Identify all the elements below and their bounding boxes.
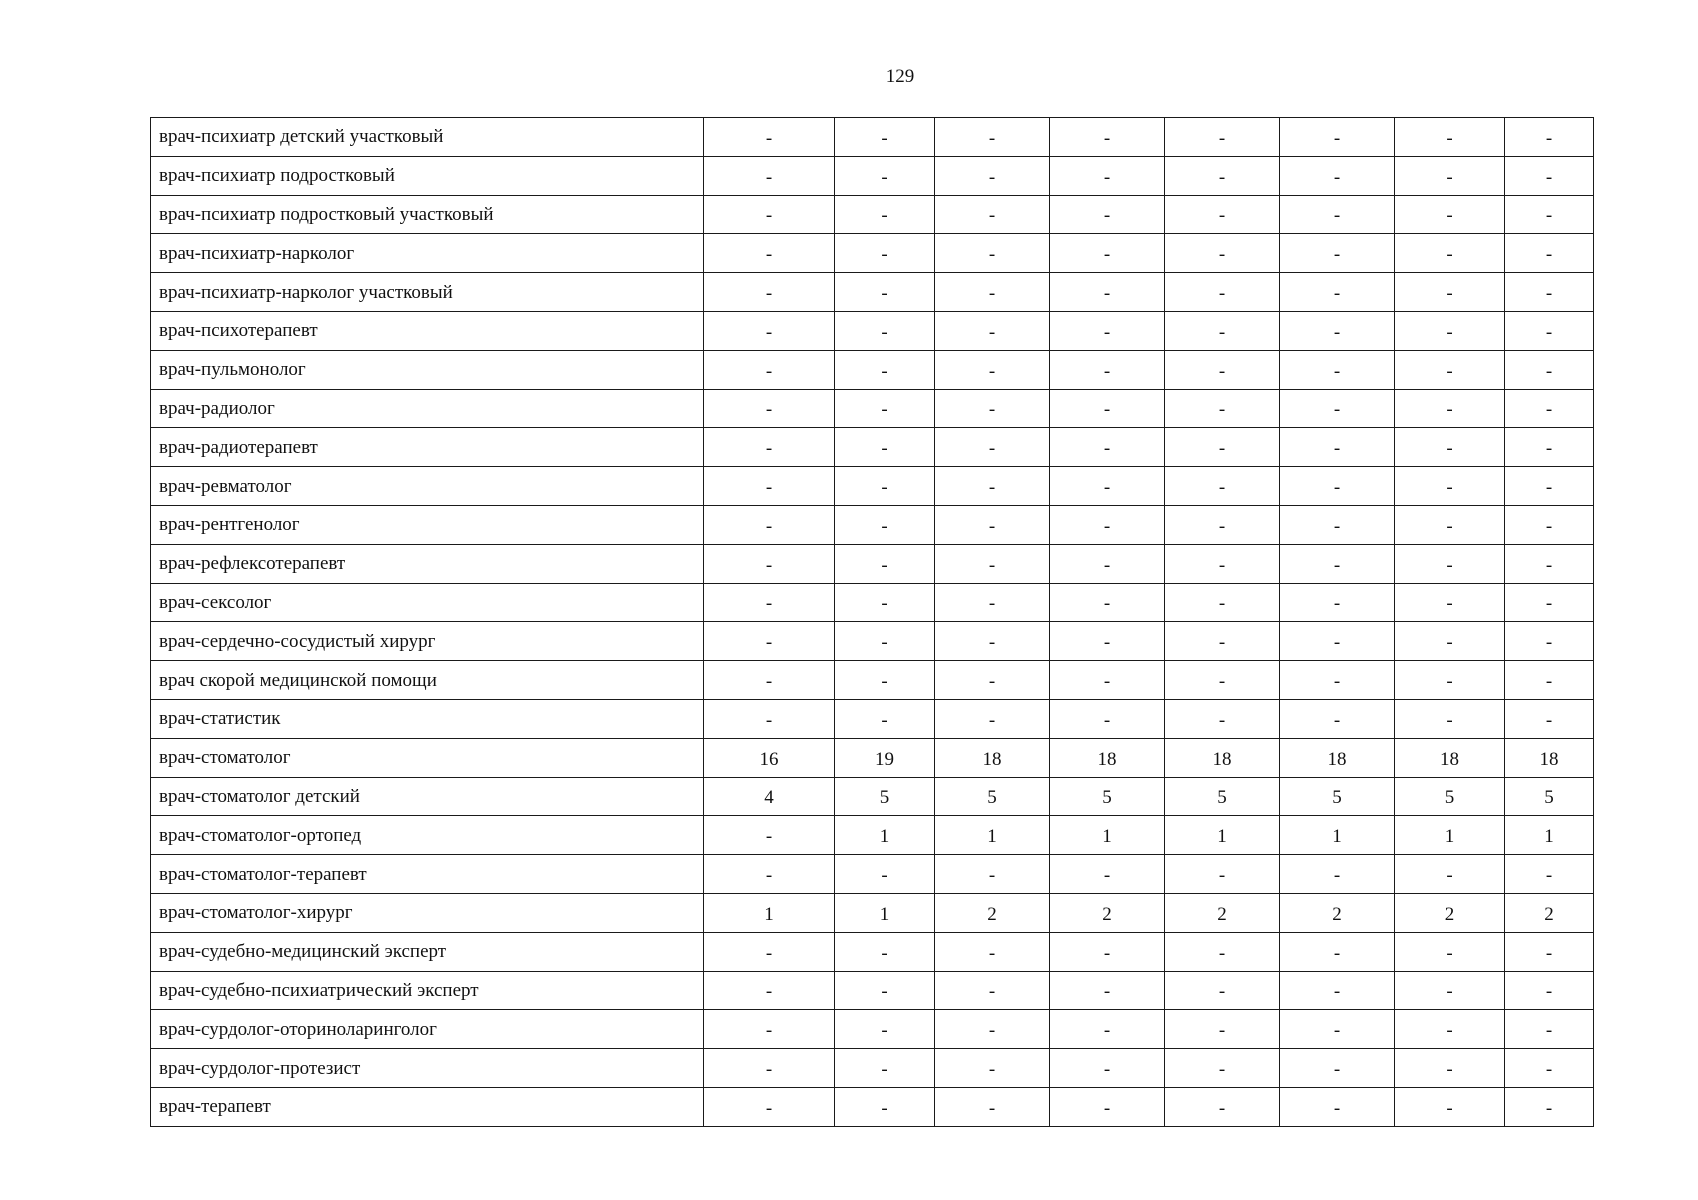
value-cell: - [1165, 855, 1280, 894]
value-cell: - [1050, 622, 1165, 661]
value-cell: - [1280, 428, 1395, 467]
position-name-cell: врач-сурдолог-оториноларинголог [151, 1010, 704, 1049]
value-cell: - [1280, 699, 1395, 738]
value-cell: - [1165, 1087, 1280, 1126]
position-name-cell: врач скорой медицинской помощи [151, 661, 704, 700]
value-cell: - [1395, 156, 1505, 195]
value-cell: 2 [935, 893, 1050, 932]
table-body [151, 118, 1594, 1127]
value-cell: - [1280, 1049, 1395, 1088]
value-cell: - [1165, 273, 1280, 312]
value-cell: - [1395, 389, 1505, 428]
value-cell: - [935, 467, 1050, 506]
value-cell: - [935, 855, 1050, 894]
value-cell: - [835, 661, 935, 700]
value-cell: - [1165, 971, 1280, 1010]
value-cell: - [1165, 311, 1280, 350]
value-cell: - [935, 1010, 1050, 1049]
position-name-cell: врач-ревматолог [151, 467, 704, 506]
value-cell: - [1050, 1010, 1165, 1049]
value-cell: - [935, 505, 1050, 544]
value-cell: - [1395, 1049, 1505, 1088]
table-row [151, 1049, 1594, 1088]
value-cell: - [1165, 350, 1280, 389]
value-cell: - [1280, 350, 1395, 389]
table-row [151, 855, 1594, 894]
value-cell: - [1280, 311, 1395, 350]
value-cell: - [1505, 273, 1594, 312]
value-cell: - [1050, 118, 1165, 157]
table-row [151, 544, 1594, 583]
value-cell: - [1395, 971, 1505, 1010]
value-cell: - [704, 699, 835, 738]
value-cell: - [835, 583, 935, 622]
position-name-cell: врач-рентгенолог [151, 505, 704, 544]
value-cell: - [1280, 544, 1395, 583]
value-cell: 4 [704, 777, 835, 816]
value-cell: - [935, 661, 1050, 700]
value-cell: - [1395, 350, 1505, 389]
value-cell: - [1505, 389, 1594, 428]
table-row [151, 428, 1594, 467]
value-cell: - [1395, 234, 1505, 273]
value-cell: - [1395, 1087, 1505, 1126]
value-cell: - [1280, 932, 1395, 971]
position-name-cell: врач-психиатр детский участковый [151, 118, 704, 157]
value-cell: - [704, 583, 835, 622]
value-cell: - [1050, 1087, 1165, 1126]
table-row [151, 738, 1594, 777]
value-cell: - [1280, 583, 1395, 622]
page-number: 129 [885, 66, 915, 87]
value-cell: - [935, 156, 1050, 195]
value-cell: - [935, 699, 1050, 738]
value-cell: 5 [1280, 777, 1395, 816]
value-cell: 5 [1505, 777, 1594, 816]
value-cell: - [1165, 544, 1280, 583]
value-cell: - [1050, 583, 1165, 622]
table-row [151, 505, 1594, 544]
value-cell: - [1395, 622, 1505, 661]
value-cell: - [1395, 583, 1505, 622]
value-cell: - [935, 583, 1050, 622]
table-row [151, 816, 1594, 855]
value-cell: - [704, 428, 835, 467]
value-cell: - [1505, 350, 1594, 389]
value-cell: - [1395, 932, 1505, 971]
table-row [151, 156, 1594, 195]
value-cell: - [1505, 1087, 1594, 1126]
value-cell: - [704, 1010, 835, 1049]
value-cell: - [704, 389, 835, 428]
value-cell: - [1165, 1010, 1280, 1049]
staff-table [150, 117, 1594, 1127]
value-cell: - [704, 1049, 835, 1088]
value-cell: - [835, 971, 935, 1010]
value-cell: - [1165, 467, 1280, 506]
value-cell: - [1165, 234, 1280, 273]
table-row [151, 971, 1594, 1010]
value-cell: - [835, 389, 935, 428]
value-cell: - [704, 273, 835, 312]
position-name-cell: врач-психиатр-нарколог участковый [151, 273, 704, 312]
value-cell: - [935, 350, 1050, 389]
value-cell: - [1050, 855, 1165, 894]
position-name-cell: врач-статистик [151, 699, 704, 738]
value-cell: - [935, 1049, 1050, 1088]
value-cell: - [1050, 467, 1165, 506]
position-name-cell: врач-радиолог [151, 389, 704, 428]
position-name-cell: врач-стоматолог-терапевт [151, 855, 704, 894]
value-cell: - [1395, 428, 1505, 467]
value-cell: - [1050, 350, 1165, 389]
value-cell: 1 [1280, 816, 1395, 855]
value-cell: - [704, 350, 835, 389]
value-cell: - [1395, 467, 1505, 506]
value-cell: 5 [1165, 777, 1280, 816]
value-cell: - [1505, 583, 1594, 622]
value-cell: - [835, 1087, 935, 1126]
table-row [151, 350, 1594, 389]
position-name-cell: врач-психиатр подростковый участковый [151, 195, 704, 234]
position-name-cell: врач-стоматолог-ортопед [151, 816, 704, 855]
value-cell: - [704, 118, 835, 157]
value-cell: 18 [1395, 738, 1505, 777]
value-cell: - [1395, 118, 1505, 157]
value-cell: 19 [835, 738, 935, 777]
value-cell: 1 [1165, 816, 1280, 855]
value-cell: - [835, 195, 935, 234]
value-cell: 1 [935, 816, 1050, 855]
value-cell: - [1505, 855, 1594, 894]
position-name-cell: врач-психотерапевт [151, 311, 704, 350]
value-cell: - [835, 311, 935, 350]
value-cell: 2 [1395, 893, 1505, 932]
position-name-cell: врач-судебно-психиатрический эксперт [151, 971, 704, 1010]
value-cell: - [704, 971, 835, 1010]
value-cell: 2 [1050, 893, 1165, 932]
value-cell: - [1165, 622, 1280, 661]
value-cell: - [704, 234, 835, 273]
table-row [151, 389, 1594, 428]
table-row [151, 932, 1594, 971]
table-row [151, 583, 1594, 622]
position-name-cell: врач-психиатр подростковый [151, 156, 704, 195]
value-cell: - [835, 855, 935, 894]
value-cell: - [1280, 234, 1395, 273]
value-cell: - [704, 467, 835, 506]
value-cell: - [1395, 544, 1505, 583]
value-cell: 18 [1165, 738, 1280, 777]
value-cell: - [1505, 505, 1594, 544]
value-cell: - [935, 544, 1050, 583]
value-cell: - [1165, 661, 1280, 700]
value-cell: - [1165, 699, 1280, 738]
value-cell: 1 [1505, 816, 1594, 855]
value-cell: - [935, 932, 1050, 971]
value-cell: - [835, 544, 935, 583]
table-row [151, 699, 1594, 738]
value-cell: - [835, 699, 935, 738]
value-cell: - [1280, 273, 1395, 312]
value-cell: - [835, 156, 935, 195]
table-row [151, 273, 1594, 312]
value-cell: 1 [704, 893, 835, 932]
value-cell: - [935, 1087, 1050, 1126]
value-cell: - [1050, 156, 1165, 195]
value-cell: - [1505, 971, 1594, 1010]
value-cell: - [704, 544, 835, 583]
position-name-cell: врач-сурдолог-протезист [151, 1049, 704, 1088]
table-row [151, 234, 1594, 273]
value-cell: - [704, 816, 835, 855]
value-cell: - [935, 118, 1050, 157]
value-cell: - [1050, 234, 1165, 273]
value-cell: - [1165, 118, 1280, 157]
value-cell: - [1280, 505, 1395, 544]
position-name-cell: врач-терапевт [151, 1087, 704, 1126]
value-cell: - [1050, 311, 1165, 350]
value-cell: - [1505, 195, 1594, 234]
value-cell: - [704, 195, 835, 234]
position-name-cell: врач-рефлексотерапевт [151, 544, 704, 583]
value-cell: - [1280, 855, 1395, 894]
value-cell: - [1505, 118, 1594, 157]
value-cell: - [1505, 467, 1594, 506]
value-cell: - [1050, 932, 1165, 971]
value-cell: - [1505, 1049, 1594, 1088]
position-name-cell: врач-судебно-медицинский эксперт [151, 932, 704, 971]
table-row [151, 622, 1594, 661]
table-row [151, 777, 1594, 816]
value-cell: - [704, 156, 835, 195]
value-cell: 5 [835, 777, 935, 816]
value-cell: - [1280, 1010, 1395, 1049]
value-cell: - [1505, 1010, 1594, 1049]
value-cell: 1 [1050, 816, 1165, 855]
table-row [151, 893, 1594, 932]
value-cell: - [1165, 156, 1280, 195]
value-cell: - [1505, 311, 1594, 350]
value-cell: 18 [1050, 738, 1165, 777]
value-cell: - [1165, 1049, 1280, 1088]
value-cell: - [704, 311, 835, 350]
value-cell: - [1395, 661, 1505, 700]
value-cell: 5 [1050, 777, 1165, 816]
value-cell: - [1395, 195, 1505, 234]
value-cell: 18 [1505, 738, 1594, 777]
value-cell: - [704, 661, 835, 700]
value-cell: - [935, 234, 1050, 273]
value-cell: - [1050, 505, 1165, 544]
table-row [151, 311, 1594, 350]
value-cell: - [1280, 661, 1395, 700]
value-cell: - [835, 428, 935, 467]
value-cell: - [1280, 195, 1395, 234]
value-cell: - [704, 932, 835, 971]
table-row [151, 195, 1594, 234]
value-cell: - [1165, 583, 1280, 622]
position-name-cell: врач-стоматолог детский [151, 777, 704, 816]
value-cell: 1 [835, 893, 935, 932]
value-cell: 18 [1280, 738, 1395, 777]
value-cell: - [835, 932, 935, 971]
table-row [151, 1087, 1594, 1126]
value-cell: - [935, 311, 1050, 350]
table-row [151, 661, 1594, 700]
position-name-cell: врач-психиатр-нарколог [151, 234, 704, 273]
position-name-cell: врач-сексолог [151, 583, 704, 622]
value-cell: - [1395, 699, 1505, 738]
value-cell: - [1395, 1010, 1505, 1049]
value-cell: - [1395, 855, 1505, 894]
value-cell: - [835, 118, 935, 157]
value-cell: - [1280, 156, 1395, 195]
value-cell: - [704, 1087, 835, 1126]
value-cell: - [1050, 1049, 1165, 1088]
value-cell: - [1505, 156, 1594, 195]
value-cell: 1 [1395, 816, 1505, 855]
value-cell: - [935, 273, 1050, 312]
value-cell: - [1165, 932, 1280, 971]
table-row [151, 118, 1594, 157]
value-cell: - [1050, 699, 1165, 738]
value-cell: - [704, 622, 835, 661]
value-cell: - [835, 467, 935, 506]
position-name-cell: врач-стоматолог-хирург [151, 893, 704, 932]
value-cell: - [1050, 273, 1165, 312]
value-cell: - [1505, 544, 1594, 583]
position-name-cell: врач-стоматолог [151, 738, 704, 777]
value-cell: - [1280, 118, 1395, 157]
value-cell: - [704, 505, 835, 544]
value-cell: 16 [704, 738, 835, 777]
value-cell: - [835, 1049, 935, 1088]
value-cell: - [1050, 971, 1165, 1010]
value-cell: - [1395, 273, 1505, 312]
position-name-cell: врач-сердечно-сосудистый хирург [151, 622, 704, 661]
value-cell: - [1395, 505, 1505, 544]
value-cell: - [1280, 1087, 1395, 1126]
value-cell: - [935, 389, 1050, 428]
value-cell: - [935, 622, 1050, 661]
position-name-cell: врач-пульмонолог [151, 350, 704, 389]
value-cell: 5 [1395, 777, 1505, 816]
value-cell: 2 [1165, 893, 1280, 932]
table-row [151, 467, 1594, 506]
value-cell: 5 [935, 777, 1050, 816]
value-cell: - [1505, 661, 1594, 700]
value-cell: - [1165, 389, 1280, 428]
value-cell: - [1505, 932, 1594, 971]
value-cell: 2 [1280, 893, 1395, 932]
value-cell: - [1505, 622, 1594, 661]
value-cell: - [1050, 195, 1165, 234]
value-cell: - [1165, 505, 1280, 544]
value-cell: - [1165, 195, 1280, 234]
position-name-cell: врач-радиотерапевт [151, 428, 704, 467]
value-cell: 2 [1505, 893, 1594, 932]
value-cell: - [835, 273, 935, 312]
value-cell: - [1165, 428, 1280, 467]
value-cell: - [1280, 622, 1395, 661]
value-cell: - [1395, 311, 1505, 350]
value-cell: - [835, 1010, 935, 1049]
value-cell: - [1505, 428, 1594, 467]
value-cell: - [935, 195, 1050, 234]
value-cell: - [935, 971, 1050, 1010]
value-cell: - [935, 428, 1050, 467]
table-row [151, 1010, 1594, 1049]
value-cell: - [1050, 428, 1165, 467]
value-cell: - [1050, 544, 1165, 583]
value-cell: - [835, 505, 935, 544]
value-cell: - [704, 855, 835, 894]
value-cell: - [1280, 971, 1395, 1010]
value-cell: - [835, 622, 935, 661]
value-cell: - [1280, 389, 1395, 428]
value-cell: - [1505, 234, 1594, 273]
value-cell: - [1280, 467, 1395, 506]
value-cell: - [1505, 699, 1594, 738]
value-cell: - [835, 234, 935, 273]
value-cell: - [835, 350, 935, 389]
value-cell: - [1050, 389, 1165, 428]
value-cell: 1 [835, 816, 935, 855]
value-cell: 18 [935, 738, 1050, 777]
value-cell: - [1050, 661, 1165, 700]
